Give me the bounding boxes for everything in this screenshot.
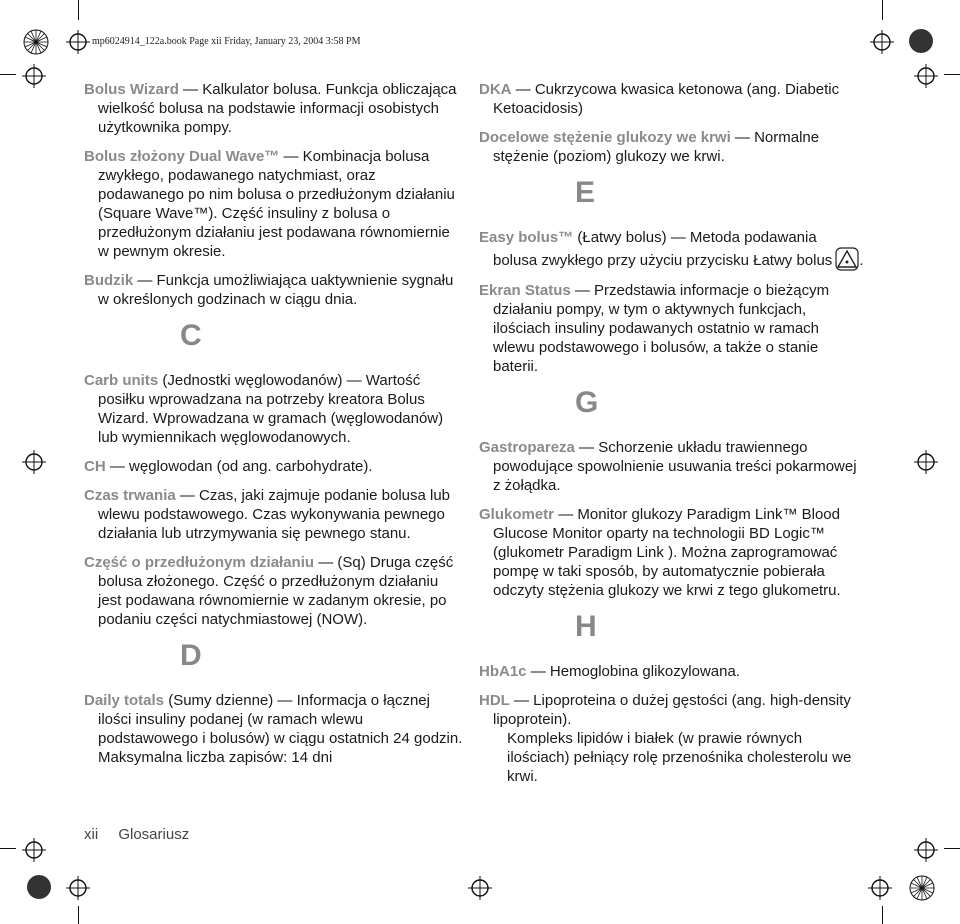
glossary-entry [479, 128, 864, 166]
easy-bolus-button-icon [835, 247, 859, 271]
dash: — [283, 148, 299, 165]
glossary-definition: Monitor glukozy Paradigm Link™ Blood Glucose Monitor oparty na technologii BD Logic™ (glukometr Paradigm Link ). Można zaprogramować pompę w taki sposób, by automatycznie pobierała odczyty stężenia glukozy we krwi z tego glukometru. [493, 506, 841, 599]
glossary-definition: Schorzenie układu trawiennego powodujące spowolnienie usuwania treści pokarmowej z żołądka. [493, 439, 857, 494]
glossary-term: Bolus Wizard [84, 81, 179, 98]
dash: — [514, 692, 529, 709]
glossary-entry [84, 457, 464, 476]
registration-mark-top-left [18, 24, 54, 60]
glossary-entry [84, 371, 464, 447]
glossary-definition: (Sumy dzienne) — Informacja o łącznej ilości insuliny podanej (w ramach wlewu podstawowego i bolusów) w ciągu ostatnich 24 godzin. Maksymalna liczba zapisów: 14 dni [98, 692, 463, 766]
glossary-term: DKA [479, 81, 512, 98]
section-letter-c: C [180, 319, 202, 352]
glossary-definition: Lipoproteina o dużej gęstości (ang. high-density lipoprotein). [493, 692, 851, 728]
crosshair-mark [868, 28, 896, 56]
crosshair-mark [466, 874, 494, 902]
dash: — [179, 487, 195, 504]
glossary-term: Czas trwania [84, 487, 176, 504]
glossary-definition: Kombinacja bolusa zwykłego, podawanego natychmiast, oraz podawanego po nim bolusa o przedłużonym działaniu (Square Wave™). Część insuliny z bolusa o przedłużonym działaniu jest podawana równomiernie w pewnym okresie. [98, 148, 455, 260]
glossary-entry [84, 486, 464, 543]
glossary-entry [479, 281, 864, 376]
crosshair-mark [866, 874, 894, 902]
dash: — [318, 554, 334, 571]
glossary-definition: (Łatwy bolus) — Metoda podawania bolusa zwykłego przy użyciu przycisku Łatwy bolus [493, 229, 833, 269]
glossary-term: Bolus złożony Dual Wave™ [84, 148, 280, 165]
section-name: Glosariusz [118, 826, 190, 843]
glossary-term: Glukometr [479, 506, 555, 523]
glossary-term: Carb units [84, 372, 159, 389]
dash: — [109, 458, 125, 475]
crop-line [0, 848, 16, 849]
glossary-entry [479, 662, 864, 681]
glossary-definition: Funkcja umożliwiająca uaktywnienie sygnału w określonych godzinach w ciągu dnia. [98, 272, 454, 308]
glossary-term: Docelowe stężenie glukozy we krwi [479, 129, 731, 146]
dash: — [734, 129, 750, 146]
dash: — [137, 272, 153, 289]
section-letter-e: E [575, 176, 596, 209]
glossary-term: CH [84, 458, 106, 475]
glossary-entry [84, 147, 464, 261]
print-header: mp6024914_122a.book Page xii Friday, January 23, 2004 3:58 PM [92, 36, 361, 47]
glossary-entry [84, 80, 464, 137]
glossary-definition: (Sq) Druga część bolusa złożonego. Część o przedłużonym działaniu jest podawana równomiernie w zadanym okresie, po podaniu części natychmiastowej (NOW). [98, 554, 454, 628]
registration-dot-top-right [906, 26, 936, 56]
glossary-entry [479, 438, 864, 495]
dash: — [530, 663, 546, 680]
dash: — [183, 81, 199, 98]
period: . [859, 252, 864, 269]
glossary-entry [479, 80, 864, 118]
glossary-term: Easy bolus™ [479, 229, 574, 246]
glossary-term: Część o przedłużonym działaniu [84, 554, 315, 571]
section-letter-g: G [575, 386, 599, 419]
glossary-entry [84, 271, 464, 309]
glossary-definition: Przedstawia informacje o bieżącym działaniu pompy, w tym o aktywnych funkcjach, ilościach insuliny podawanych ostatnio w ramach wlewu podstawowego i bolusów, a także o stanie baterii. [493, 282, 830, 375]
glossary-term: HbA1c [479, 663, 527, 680]
glossary-entry [479, 228, 864, 271]
crosshair-mark [912, 62, 940, 90]
crop-line [882, 0, 883, 20]
glossary-definition: Cukrzycowa kwasica ketonowa (ang. Diabetic Ketoacidosis) [493, 81, 840, 117]
page-number: xii [84, 826, 99, 843]
glossary-definition: (Jednostki węglowodanów) — Wartość posiłku wprowadzana na potrzeby kreatora Bolus Wizard. Wprowadzana w gramach (węglowodanów) lub wymiennikach węglowodanowych. [98, 372, 444, 446]
dash: — [574, 282, 590, 299]
registration-dot-bottom-left [24, 872, 54, 902]
glossary-definition-extra: Kompleks lipidów i białek (w prawie równych ilościach) pełniący rolę przenośnika cholesterolu we krwi. [507, 730, 852, 785]
glossary-entry [84, 691, 464, 767]
crop-line [78, 0, 79, 20]
glossary-definition: Kalkulator bolusa. Funkcja obliczająca wielkość bolusa na podstawie informacji osobistych użytkownika pompy. [98, 81, 457, 136]
crosshair-mark [20, 62, 48, 90]
crosshair-mark [912, 448, 940, 476]
page-footer [84, 826, 205, 843]
glossary-column-left [84, 80, 464, 777]
glossary-term: Budzik [84, 272, 134, 289]
glossary-entry [479, 505, 864, 600]
glossary-term: Gastropareza [479, 439, 575, 456]
crosshair-mark [64, 28, 92, 56]
crop-line [0, 74, 16, 75]
glossary-definition: Czas, jaki zajmuje podanie bolusa lub wlewu podstawowego. Czas wykonywania pewnego działania lub utrzymywania się pewnego stanu. [98, 487, 451, 542]
glossary-term: Daily totals [84, 692, 165, 709]
crop-line [944, 74, 960, 75]
glossary-entry [479, 691, 864, 786]
crosshair-mark [64, 874, 92, 902]
crosshair-mark [20, 836, 48, 864]
section-letter-h: H [575, 610, 597, 643]
crosshair-mark [912, 836, 940, 864]
registration-mark-bottom-right [904, 870, 940, 906]
dash: — [515, 81, 531, 98]
glossary-definition: Normalne stężenie (poziom) glukozy we krwi. [493, 129, 820, 165]
glossary-term: Ekran Status [479, 282, 571, 299]
dash: — [579, 439, 595, 456]
glossary-column-right [479, 80, 864, 796]
crop-line [882, 906, 883, 924]
dash: — [558, 506, 574, 523]
glossary-entry [84, 553, 464, 629]
crop-line [944, 848, 960, 849]
glossary-definition: węglowodan (od ang. carbohydrate). [129, 458, 373, 475]
section-letter-d: D [180, 639, 202, 672]
crosshair-mark [20, 448, 48, 476]
glossary-definition: Hemoglobina glikozylowana. [549, 663, 740, 680]
glossary-term: HDL [479, 692, 510, 709]
crop-line [78, 906, 79, 924]
